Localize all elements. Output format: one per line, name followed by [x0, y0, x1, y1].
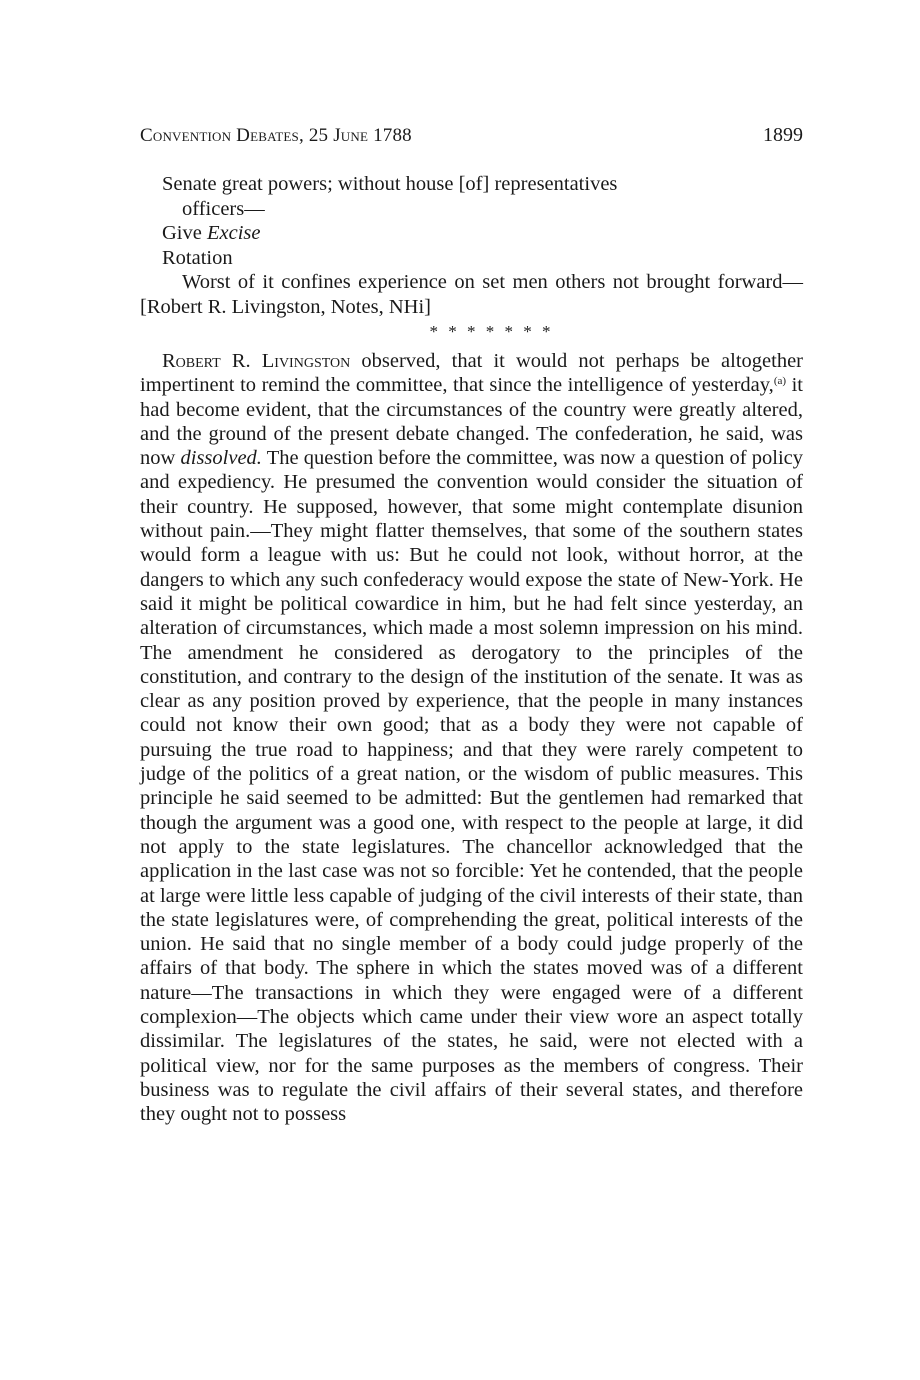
speech-paragraph [140, 349, 803, 1127]
speech-text: it had become evident, that the circumstances of the country were greatly altered, and the ground of the present debate changed. The confederation, he said, was now [140, 374, 803, 470]
running-head [140, 122, 803, 148]
notes-line [140, 221, 803, 246]
running-title: Convention Debates, 25 June 1788 [140, 125, 412, 146]
speech-text: The question before the committee, was now a question of policy and expediency. He presumed the convention would consider the situation of their country. He supposed, however, that some might contemplate disunion without pain.—They might flatter themselves, that some of the southern states would form a league with us: But he could not look, without horror, at the dangers to which any such confederacy would expose the state of New-York. He said it might be political cowardice in him, but he had felt since yesterday, an alteration of circumstances, which made a most solemn impression on his mind. The amendment he considered as derogatory to the principles of the constitution, and contrary to the design of the institution of the senate. It was as clear as any position proved by experience, that the people in many instances could not know their own good; that as a body they were not capable of pursuing the true road to happiness; and that they were rarely competent to judge of the politics of a great nation, or the wisdom of public measures. This principle he said seemed to be admitted: But the gentlemen had remarked that though the argument was a good one, with respect to the people at large, it did not apply to the state legislatures. The chancellor acknowledged that the application in the last case was not so forcible: Yet he contended, that the people at large were little less capable of judging of the civil interests of their state, than the state legislatures were, of comprehending the great, political interests of the union. He said that no single member of a body could judge properly of the affairs of that body. The sphere in which the states moved was of a different nature—The transactions in which they were engaged were of a different complexion—The objects which came under their view wore an aspect totally dissimilar. The legislatures of the states, he said, were not elected with a political view, nor for the same purposes as the members of congress. Their business was to regulate the civil affairs of their several states, and therefore they ought not to possess [140, 447, 803, 1126]
notes-line: Senate great powers; without house [of] representatives [162, 173, 618, 195]
document-page [140, 122, 803, 1127]
page-number: 1899 [763, 124, 803, 146]
notes-paragraph: Worst of it confines experience on set men others not brought forward— [Robert R. Livingston, Notes, NHi] [140, 271, 803, 318]
livingston-notes [140, 172, 803, 319]
notes-line: Rotation [162, 246, 233, 269]
notes-line-text: Give [162, 222, 207, 244]
footnote-marker: (a) [773, 375, 787, 388]
notes-italic-word: Excise [206, 222, 261, 244]
emphasized-word: dissolved. [180, 447, 262, 470]
speaker-name: Robert R. Livingston [162, 350, 351, 372]
notes-line: officers— [182, 197, 265, 220]
speech-text: observed, that it would not perhaps be altogether impertinent to remind the committee, that since the intelligence of yesterday, [140, 350, 803, 397]
section-separator: * * * * * * * [429, 322, 554, 341]
